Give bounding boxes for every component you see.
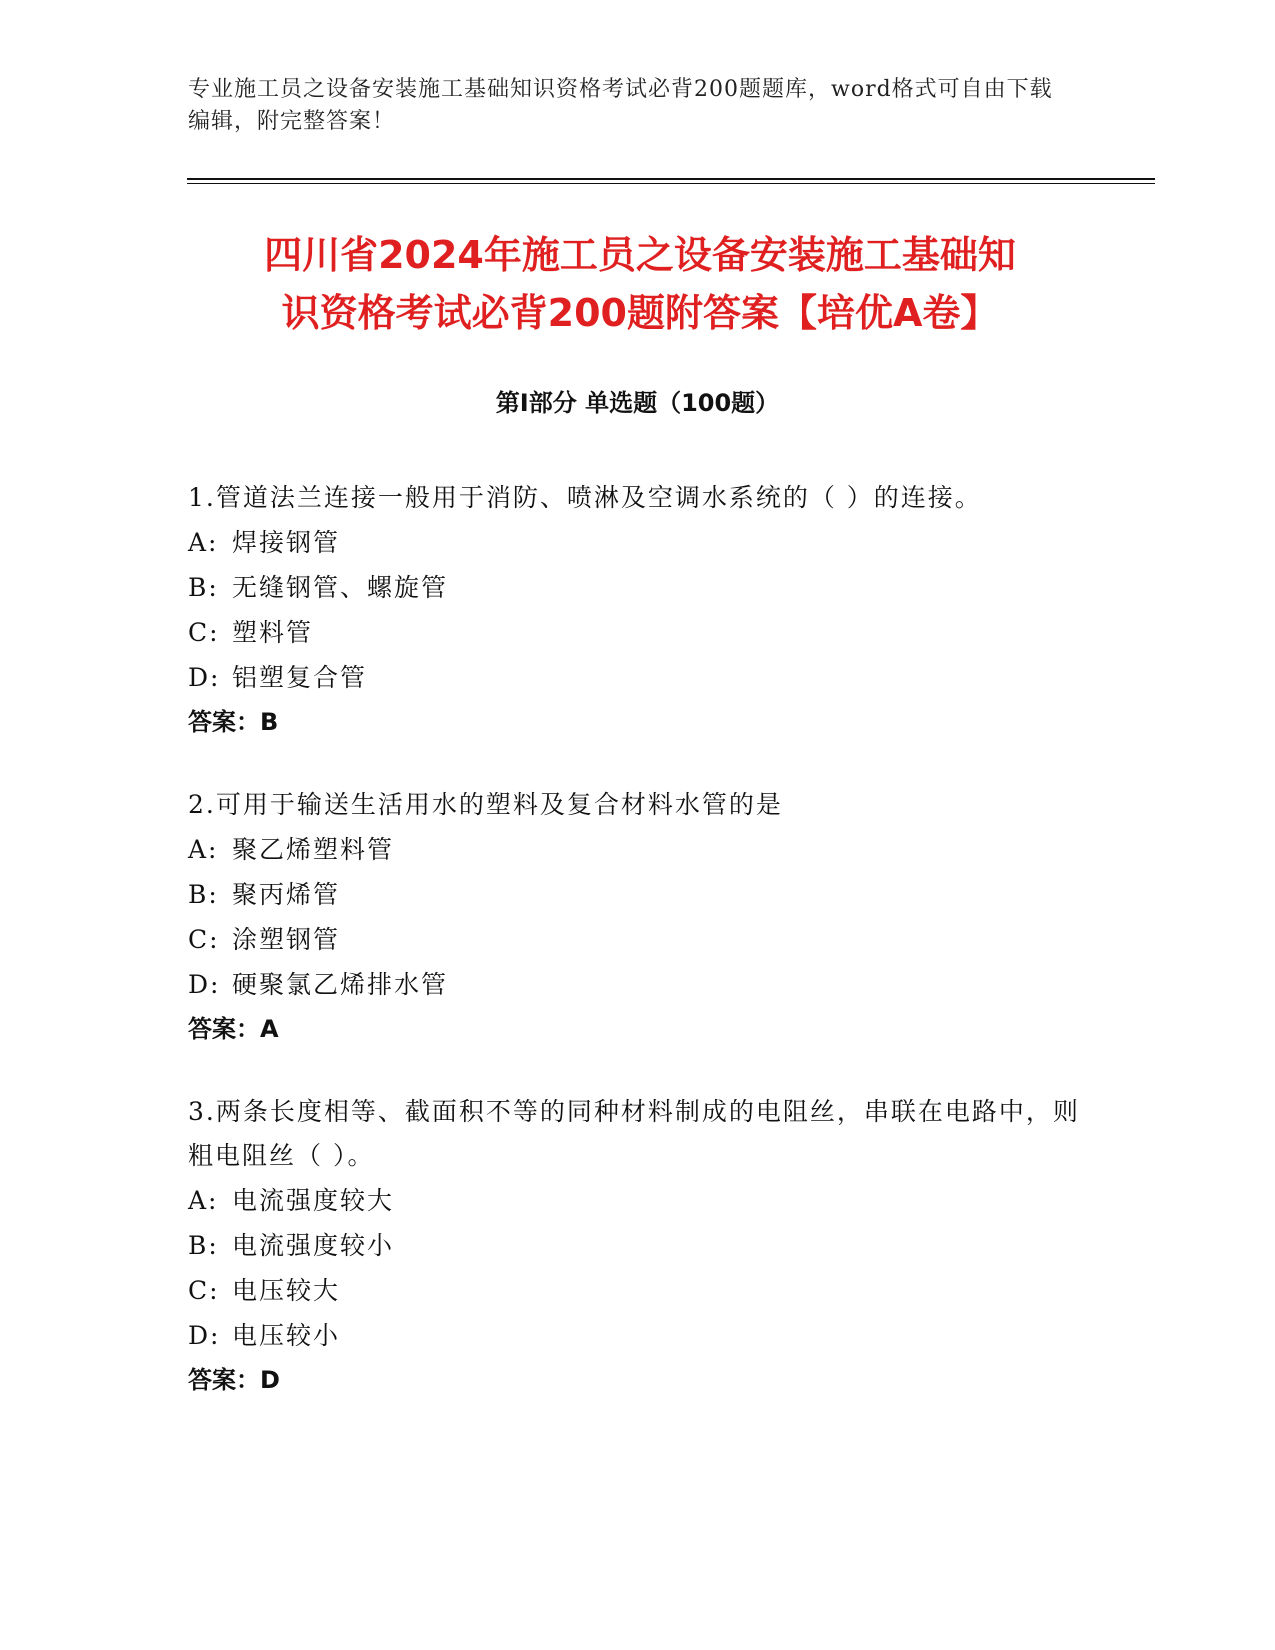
option-text: 电压较小 (232, 1321, 341, 1350)
option-key: C: (188, 1276, 220, 1305)
header-rule-thick (187, 178, 1155, 180)
option-text: 焊接钢管 (232, 528, 341, 557)
question-list (188, 476, 1088, 1441)
question-text: 3.两条长度相等、截面积不等的同种材料制成的电阻丝，串联在电路中，则粗电阻丝（ ）。 (188, 1097, 1080, 1170)
question-3 (188, 1090, 1088, 1403)
answer: 答案：B (188, 708, 279, 736)
option-a (188, 827, 1088, 872)
option-b (188, 565, 1088, 610)
section-heading: 第Ⅰ部分 单选题（100题） (495, 389, 780, 417)
option-text: 聚丙烯管 (232, 880, 341, 909)
option-text: 塑料管 (232, 618, 314, 647)
document-title (190, 226, 1090, 342)
option-text: 硬聚氯乙烯排水管 (232, 970, 449, 999)
option-key: A: (188, 528, 219, 557)
option-text: 涂塑钢管 (232, 925, 341, 954)
question-text: 2.可用于输送生活用水的塑料及复合材料水管的是 (188, 790, 783, 819)
option-key: B: (188, 1231, 219, 1260)
option-key: A: (188, 835, 219, 864)
header-note: 专业施工员之设备安装施工基础知识资格考试必背200题题库，word格式可自由下载编辑，附完整答案！ (188, 77, 1053, 134)
option-a (188, 520, 1088, 565)
option-a (188, 1178, 1088, 1223)
option-key: B: (188, 573, 219, 602)
option-text: 聚乙烯塑料管 (232, 835, 395, 864)
option-text: 电流强度较小 (232, 1231, 395, 1260)
option-c (188, 610, 1088, 655)
question-text: 1.管道法兰连接一般用于消防、喷淋及空调水系统的（ ）的连接。 (188, 483, 982, 512)
option-d (188, 655, 1088, 700)
option-d (188, 1313, 1088, 1358)
option-text: 无缝钢管、螺旋管 (232, 573, 449, 602)
option-key: D: (188, 663, 221, 692)
option-text: 铝塑复合管 (232, 663, 368, 692)
option-key: D: (188, 970, 221, 999)
option-b (188, 1223, 1088, 1268)
question-1 (188, 476, 1088, 745)
option-b (188, 872, 1088, 917)
option-key: C: (188, 925, 220, 954)
option-key: D: (188, 1321, 221, 1350)
option-key: B: (188, 880, 219, 909)
option-key: C: (188, 618, 220, 647)
option-text: 电压较大 (232, 1276, 341, 1305)
question-2 (188, 783, 1088, 1052)
option-text: 电流强度较大 (232, 1186, 395, 1215)
option-c (188, 917, 1088, 962)
header-rule-thin (187, 183, 1155, 184)
option-c (188, 1268, 1088, 1313)
answer: 答案：A (188, 1015, 279, 1043)
title-line-1: 四川省2024年施工员之设备安装施工基础知 (264, 233, 1016, 277)
option-key: A: (188, 1186, 219, 1215)
answer: 答案：D (188, 1366, 280, 1394)
option-d (188, 962, 1088, 1007)
title-line-2: 识资格考试必背200题附答案【培优A卷】 (281, 291, 999, 335)
